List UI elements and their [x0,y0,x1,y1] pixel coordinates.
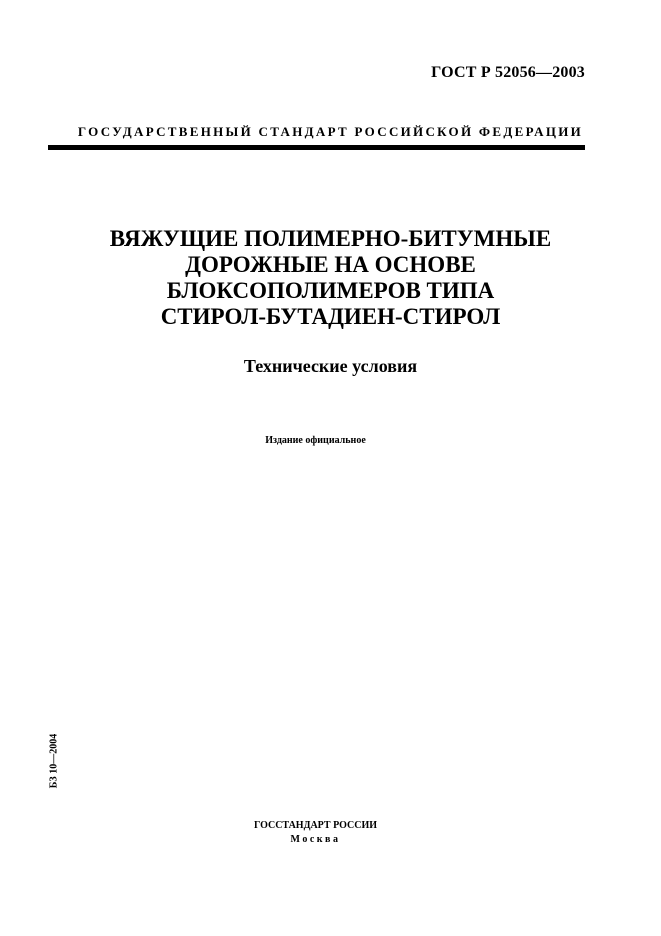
state-standard-heading: ГОСУДАРСТВЕННЫЙ СТАНДАРТ РОССИЙСКОЙ ФЕДЕРАЦИИ [77,124,584,139]
header-divider [48,145,585,150]
title-line-4: СТИРОЛ-БУТАДИЕН-СТИРОЛ [160,304,501,329]
title-line-3: БЛОКСОПОЛИМЕРОВ ТИПА [166,278,495,303]
edition-label: Издание официальное [265,435,366,446]
side-code-text: БЗ 10—2004 [48,733,60,789]
side-code [44,731,64,791]
publisher-name: ГОССТАНДАРТ РОССИИ [253,820,378,831]
title-line-2: ДОРОЖНЫЕ НА ОСНОВЕ [185,252,476,277]
publisher-city: Москва [290,834,341,845]
title-line-1: ВЯЖУЩИЕ ПОЛИМЕРНО-БИТУМНЫЕ [109,226,552,251]
document-subtitle: Технические условия [243,356,418,376]
document-title [0,226,661,330]
document-number: ГОСТ Р 52056—2003 [431,64,585,81]
publisher-block [0,819,631,847]
